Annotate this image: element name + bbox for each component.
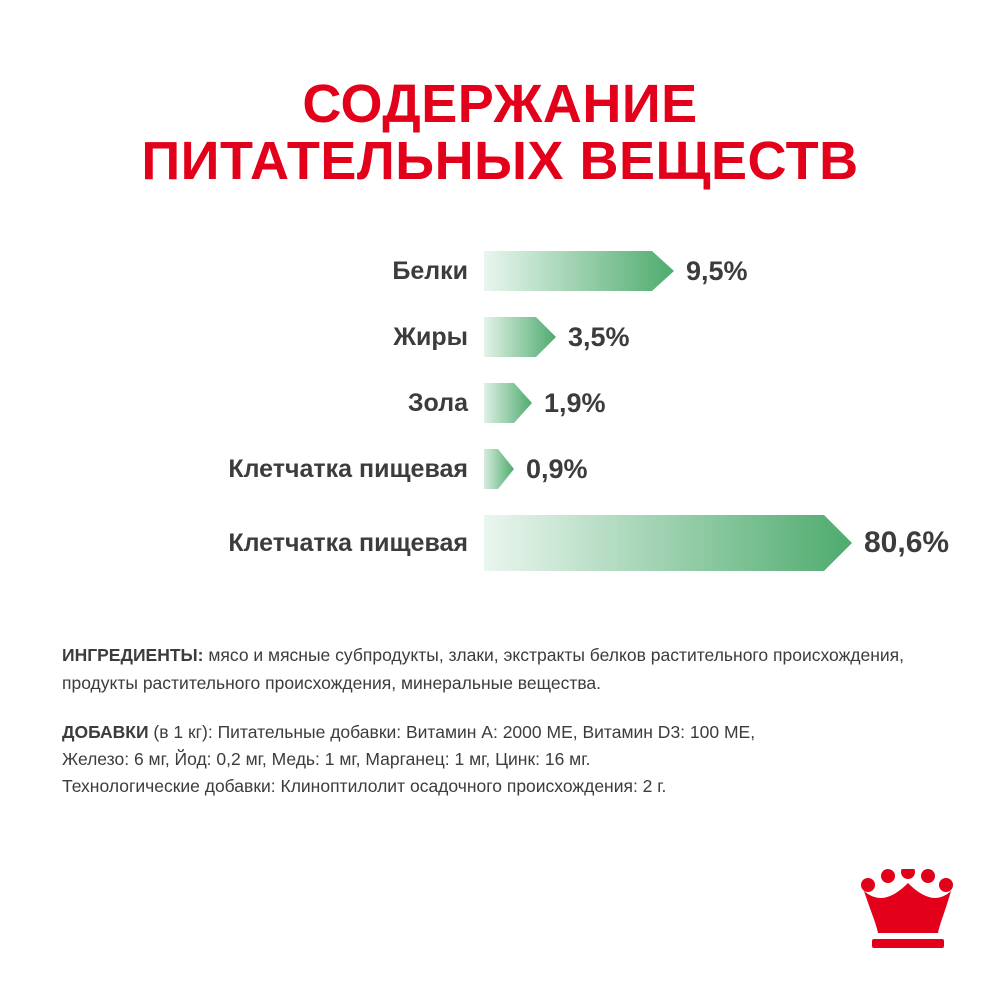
additives-line-1: (в 1 кг): Питательные добавки: Витамин А: 2000 МЕ, Витамин D3: 100 МЕ,	[148, 721, 756, 742]
bar-value: 1,9%	[544, 387, 606, 418]
bar-protein	[484, 251, 674, 291]
bar-track	[484, 449, 976, 489]
bar-value: 3,5%	[568, 321, 630, 352]
ingredients-text: мясо и мясные субпродукты, злаки, экстракты белков растительного происхождения, продукты растительного происхождения, минеральные вещества.	[62, 645, 905, 693]
bar-value: 80,6%	[864, 526, 950, 560]
additives-paragraph	[62, 719, 938, 800]
bar-value: 9,5%	[686, 255, 748, 286]
bar-moisture	[484, 515, 852, 571]
bar-label: Зола	[407, 388, 468, 417]
bar-label: Жиры	[393, 322, 468, 351]
bar-label: Клетчатка пищевая	[228, 528, 468, 557]
composition-text	[0, 642, 1000, 800]
bar-track	[484, 523, 976, 563]
additives-line-2: Железо: 6 мг, Йод: 0,2 мг, Медь: 1 мг, Марганец: 1 мг, Цинк: 16 мг.	[62, 748, 591, 769]
chart-row	[24, 506, 976, 580]
chart-row	[24, 374, 976, 432]
bar-track	[484, 251, 976, 291]
bar-fat	[484, 317, 556, 357]
page-title-line-2: ПИТАТЕЛЬНЫХ ВЕЩЕСТВ	[141, 131, 859, 192]
additives-line-3: Технологические добавки: Клиноптилолит осадочного происхождения: 2 г.	[62, 775, 667, 796]
ingredients-label: ИНГРЕДИЕНТЫ:	[62, 645, 204, 666]
bar-track	[484, 317, 976, 357]
bar-track	[484, 383, 976, 423]
bar-value: 0,9%	[526, 453, 588, 484]
chart-row	[24, 242, 976, 300]
page-title	[0, 0, 1000, 190]
chart-row	[24, 308, 976, 366]
bar-ash	[484, 383, 532, 423]
chart-row	[24, 440, 976, 498]
ingredients-paragraph	[62, 642, 938, 696]
bar-label: Клетчатка пищевая	[228, 454, 468, 483]
bar-label: Белки	[392, 256, 468, 285]
page-title-line-1: СОДЕРЖАНИЕ	[302, 74, 698, 134]
bar-fibre	[484, 449, 514, 489]
royal-canin-crown-logo-icon	[858, 869, 954, 953]
additives-label: ДОБАВКИ	[62, 721, 149, 742]
nutrient-bar-chart	[0, 242, 1000, 580]
